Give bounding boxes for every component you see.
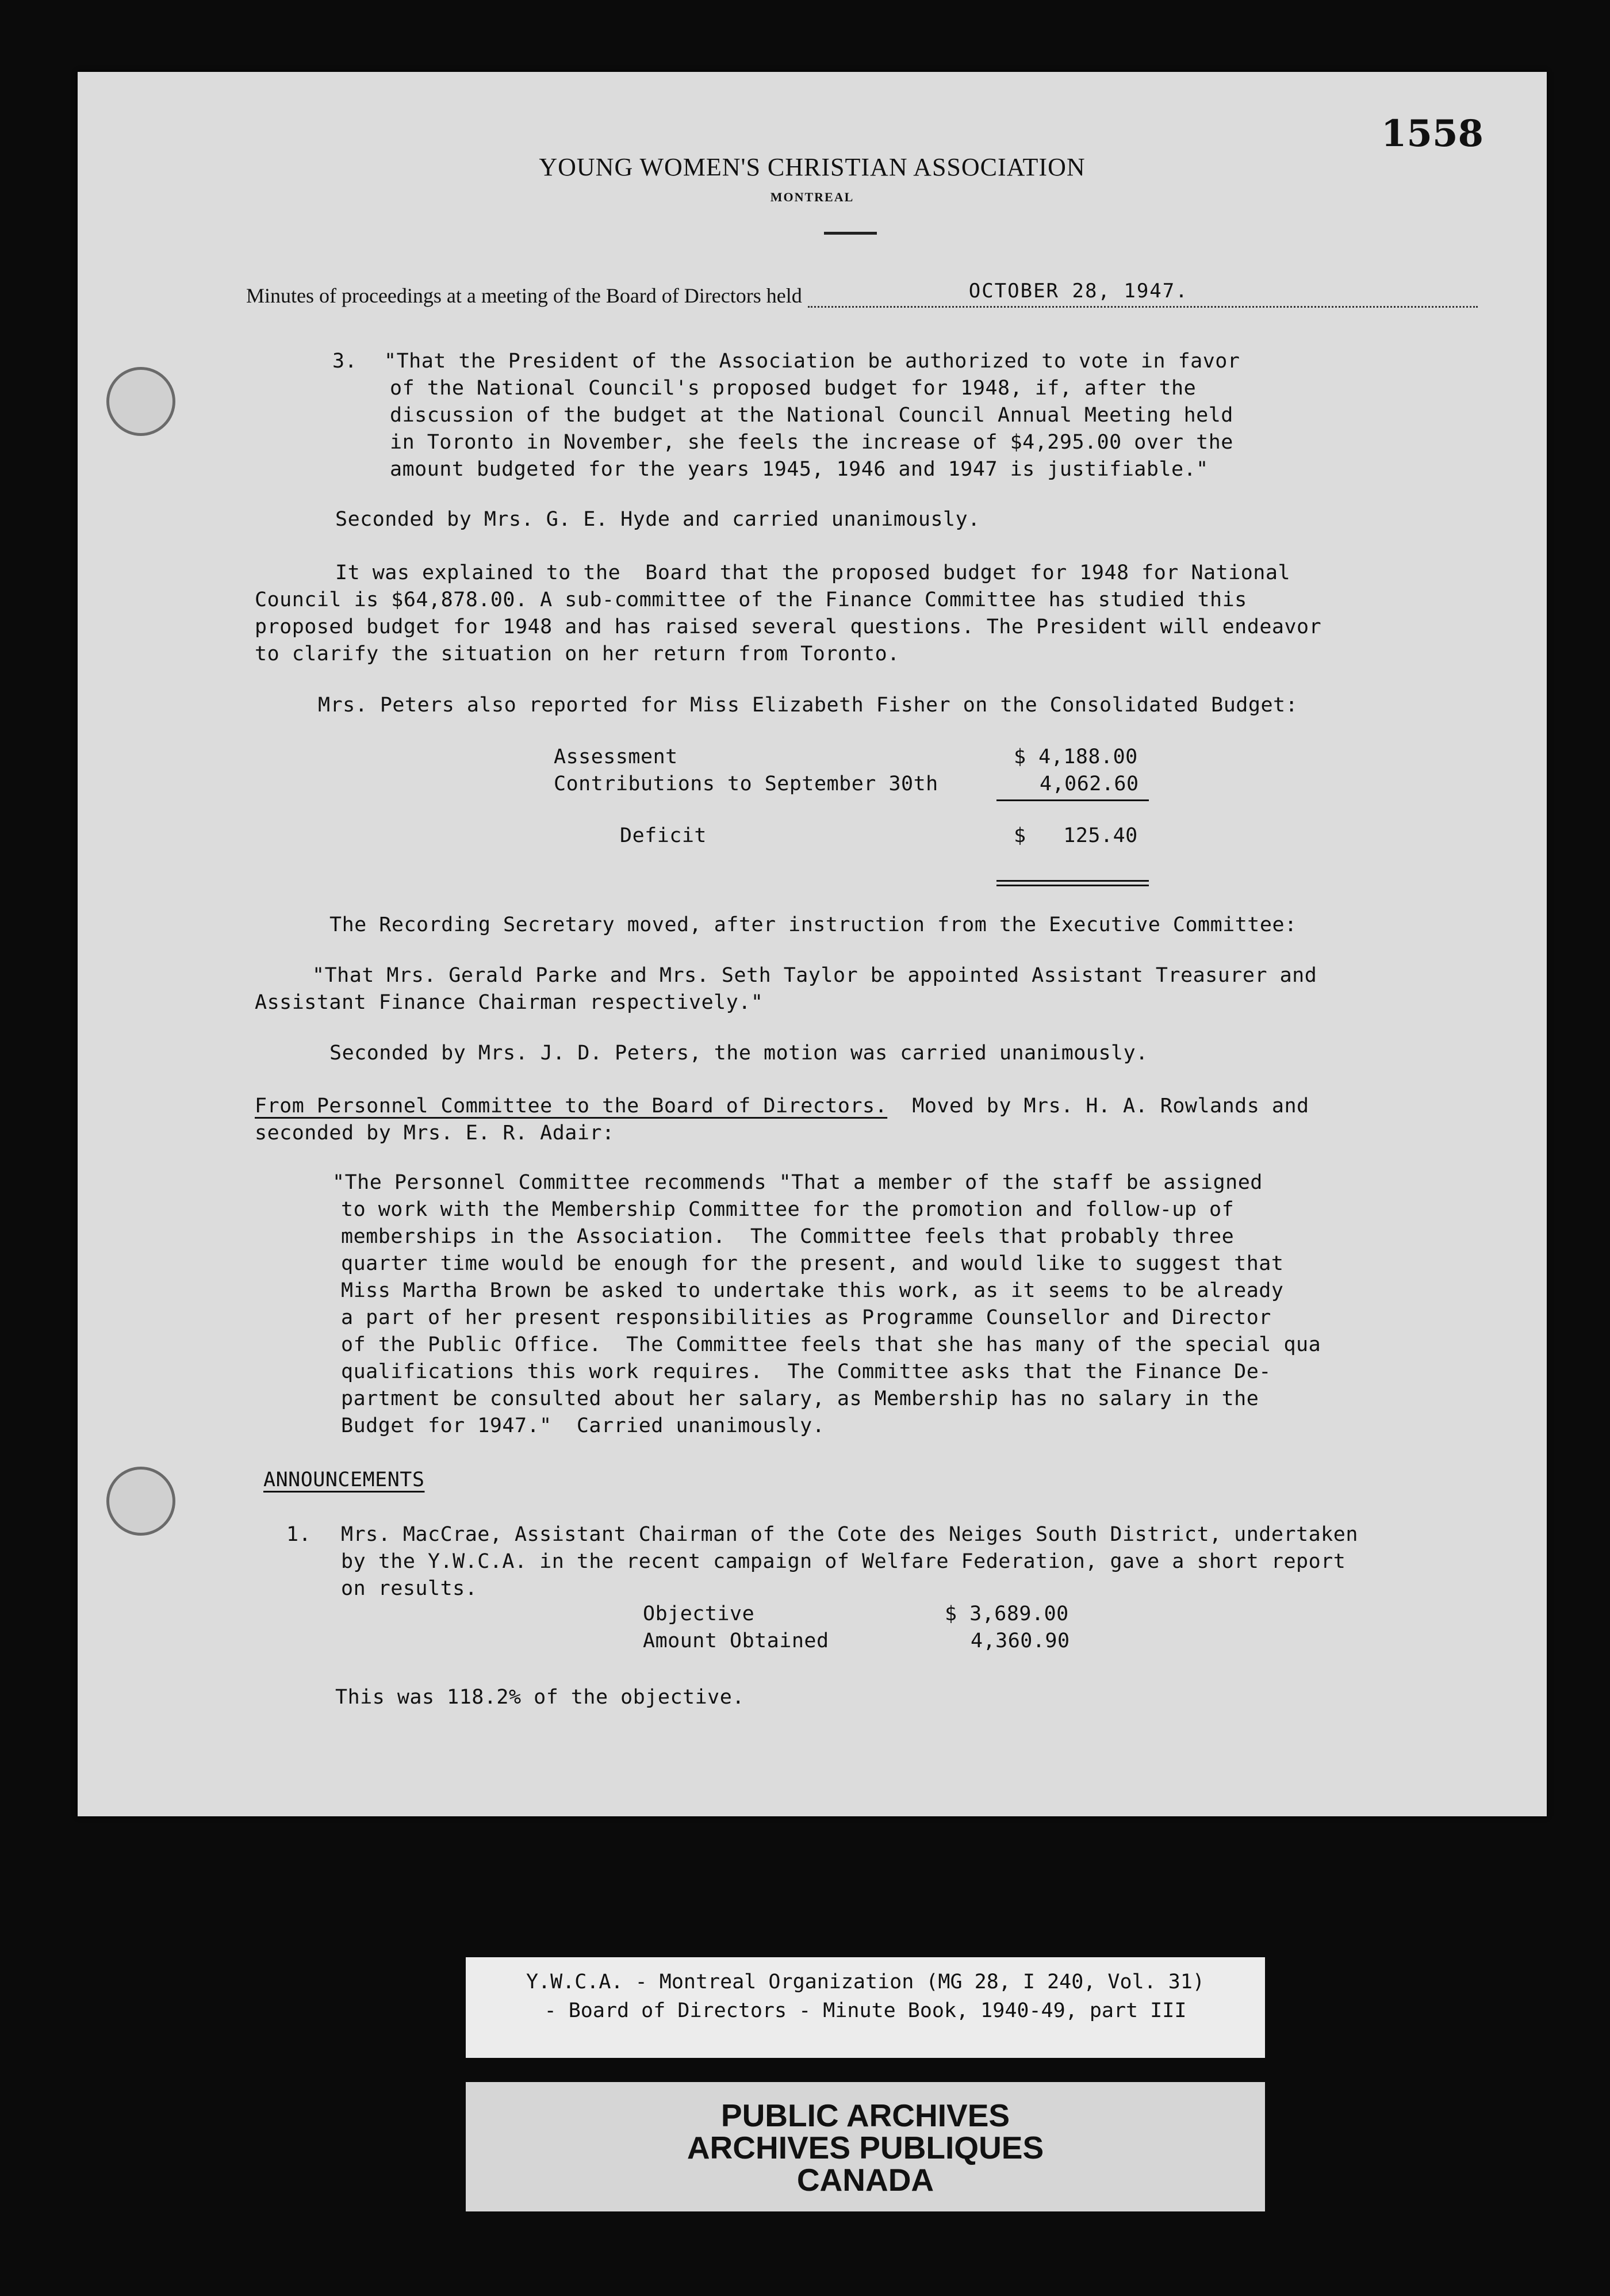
seconded-statement: Seconded by Mrs. J. D. Peters, the motion was carried unanimously. <box>329 1042 1148 1065</box>
minutes-date-line <box>808 277 1478 308</box>
punch-hole-top <box>106 367 175 436</box>
percent-statement: This was 118.2% of the objective. <box>335 1686 745 1709</box>
reference-line: - Board of Directors - Minute Book, 1940-49, part III <box>544 1999 1187 2022</box>
personnel-heading: From Personnel Committee to the Board of Directors. <box>255 1095 888 1118</box>
organization-city: MONTREAL <box>770 190 854 204</box>
recommendation-line: qualifications this work requires. The Committee asks that the Finance De- <box>341 1360 1271 1383</box>
paragraph-line: It was explained to the Board that the proposed budget for 1948 for National <box>335 561 1291 584</box>
budget-row-label: Contributions to September 30th <box>554 772 938 795</box>
paragraph-line: to clarify the situation on her return from Toronto. <box>255 642 900 665</box>
archives-stamp <box>466 2082 1265 2211</box>
budget-row-label: Assessment <box>554 745 678 768</box>
sum-rule <box>996 799 1149 801</box>
paragraph-line: proposed budget for 1948 and has raised several questions. The President will endeavor <box>255 615 1322 638</box>
appointment-line: "That Mrs. Gerald Parke and Mrs. Seth Taylor be appointed Assistant Treasurer and <box>312 964 1317 987</box>
recommendation-line: Budget for 1947." Carried unanimously. <box>341 1414 825 1437</box>
motion-line: amount budgeted for the years 1945, 1946 and 1947 is justifiable." <box>390 458 1209 481</box>
minutes-label: Minutes of proceedings at a meeting of the Board of Directors held <box>246 284 802 307</box>
motion-line: discussion of the budget at the National Council Annual Meeting held <box>390 404 1233 427</box>
announcement-line: by the Y.W.C.A. in the recent campaign of Welfare Federation, gave a short report <box>341 1550 1346 1573</box>
stamp-line: PUBLIC ARCHIVES <box>720 2098 1010 2133</box>
archive-reference-label <box>466 1957 1265 2058</box>
budget-row-amount: 4,062.60 <box>1040 772 1139 795</box>
recommendation-line: quarter time would be enough for the present, and would like to suggest that <box>341 1252 1284 1275</box>
moved-by: Moved by Mrs. H. A. Rowlands and <box>887 1095 1309 1118</box>
deficit-amount: $ 125.40 <box>1014 824 1138 847</box>
motion-line: in Toronto in November, she feels the increase of $4,295.00 over the <box>390 431 1233 454</box>
recommendation-line: a part of her present responsibilities as Programme Counsellor and Director <box>341 1306 1271 1329</box>
seconded-by: seconded by Mrs. E. R. Adair: <box>255 1122 615 1145</box>
recommendation-line: to work with the Membership Committee for the promotion and follow-up of <box>341 1198 1235 1221</box>
peters-report: Mrs. Peters also reported for Miss Elizabeth Fisher on the Consolidated Budget: <box>318 694 1298 717</box>
double-rule-bottom <box>996 885 1149 886</box>
result-amount: 4,360.90 <box>971 1629 1070 1652</box>
motion-line: of the National Council's proposed budget for 1948, if, after the <box>390 377 1197 400</box>
reference-line: Y.W.C.A. - Montreal Organization (MG 28, I 240, Vol. 31) <box>526 1970 1205 1993</box>
document-page <box>78 72 1547 1816</box>
recommendation-line: Miss Martha Brown be asked to undertake this work, as it seems to be already <box>341 1279 1284 1302</box>
recommendation-line: of the Public Office. The Committee feels that she has many of the special qua <box>341 1333 1321 1356</box>
announcement-line: on results. <box>341 1577 478 1600</box>
result-label: Objective <box>643 1602 755 1625</box>
meeting-date: OCTOBER 28, 1947. <box>968 280 1189 303</box>
result-amount: $ 3,689.00 <box>945 1602 1069 1625</box>
budget-row-amount: $ 4,188.00 <box>1014 745 1138 768</box>
announcement-number: 1. <box>286 1523 312 1546</box>
recording-secretary-motion: The Recording Secretary moved, after instruction from the Executive Committee: <box>329 913 1297 936</box>
stamp-line: CANADA <box>796 2162 934 2198</box>
motion-line: "That the President of the Association be authorized to vote in favor <box>384 350 1240 373</box>
stamp-line: ARCHIVES PUBLIQUES <box>687 2130 1044 2165</box>
organization-title: YOUNG WOMEN'S CHRISTIAN ASSOCIATION <box>539 153 1086 181</box>
seconded-statement: Seconded by Mrs. G. E. Hyde and carried unanimously. <box>335 508 980 531</box>
minutes-heading <box>246 273 1478 308</box>
announcements-heading <box>263 1467 424 1494</box>
header-rule <box>824 232 877 235</box>
item-number: 3. <box>332 350 358 373</box>
paragraph-line: Council is $64,878.00. A sub-committee of the Finance Committee has studied this <box>255 588 1247 611</box>
deficit-label: Deficit <box>620 824 707 847</box>
announcement-line: Mrs. MacCrae, Assistant Chairman of the Cote des Neiges South District, undertaken <box>341 1523 1358 1546</box>
announcements-heading-text: ANNOUNCEMENTS <box>263 1468 425 1491</box>
recommendation-line: "The Personnel Committee recommends "That a member of the staff be assigned <box>332 1171 1263 1194</box>
double-rule-top <box>996 880 1149 882</box>
appointment-line: Assistant Finance Chairman respectively." <box>255 991 764 1014</box>
punch-hole-bottom <box>106 1467 175 1536</box>
result-label: Amount Obtained <box>643 1629 829 1652</box>
recommendation-line: memberships in the Association. The Committee feels that probably three <box>341 1225 1235 1248</box>
personnel-heading-line <box>255 1093 1309 1120</box>
page-number: 1558 <box>1381 112 1483 155</box>
recommendation-line: partment be consulted about her salary, as Membership has no salary in the <box>341 1387 1259 1410</box>
